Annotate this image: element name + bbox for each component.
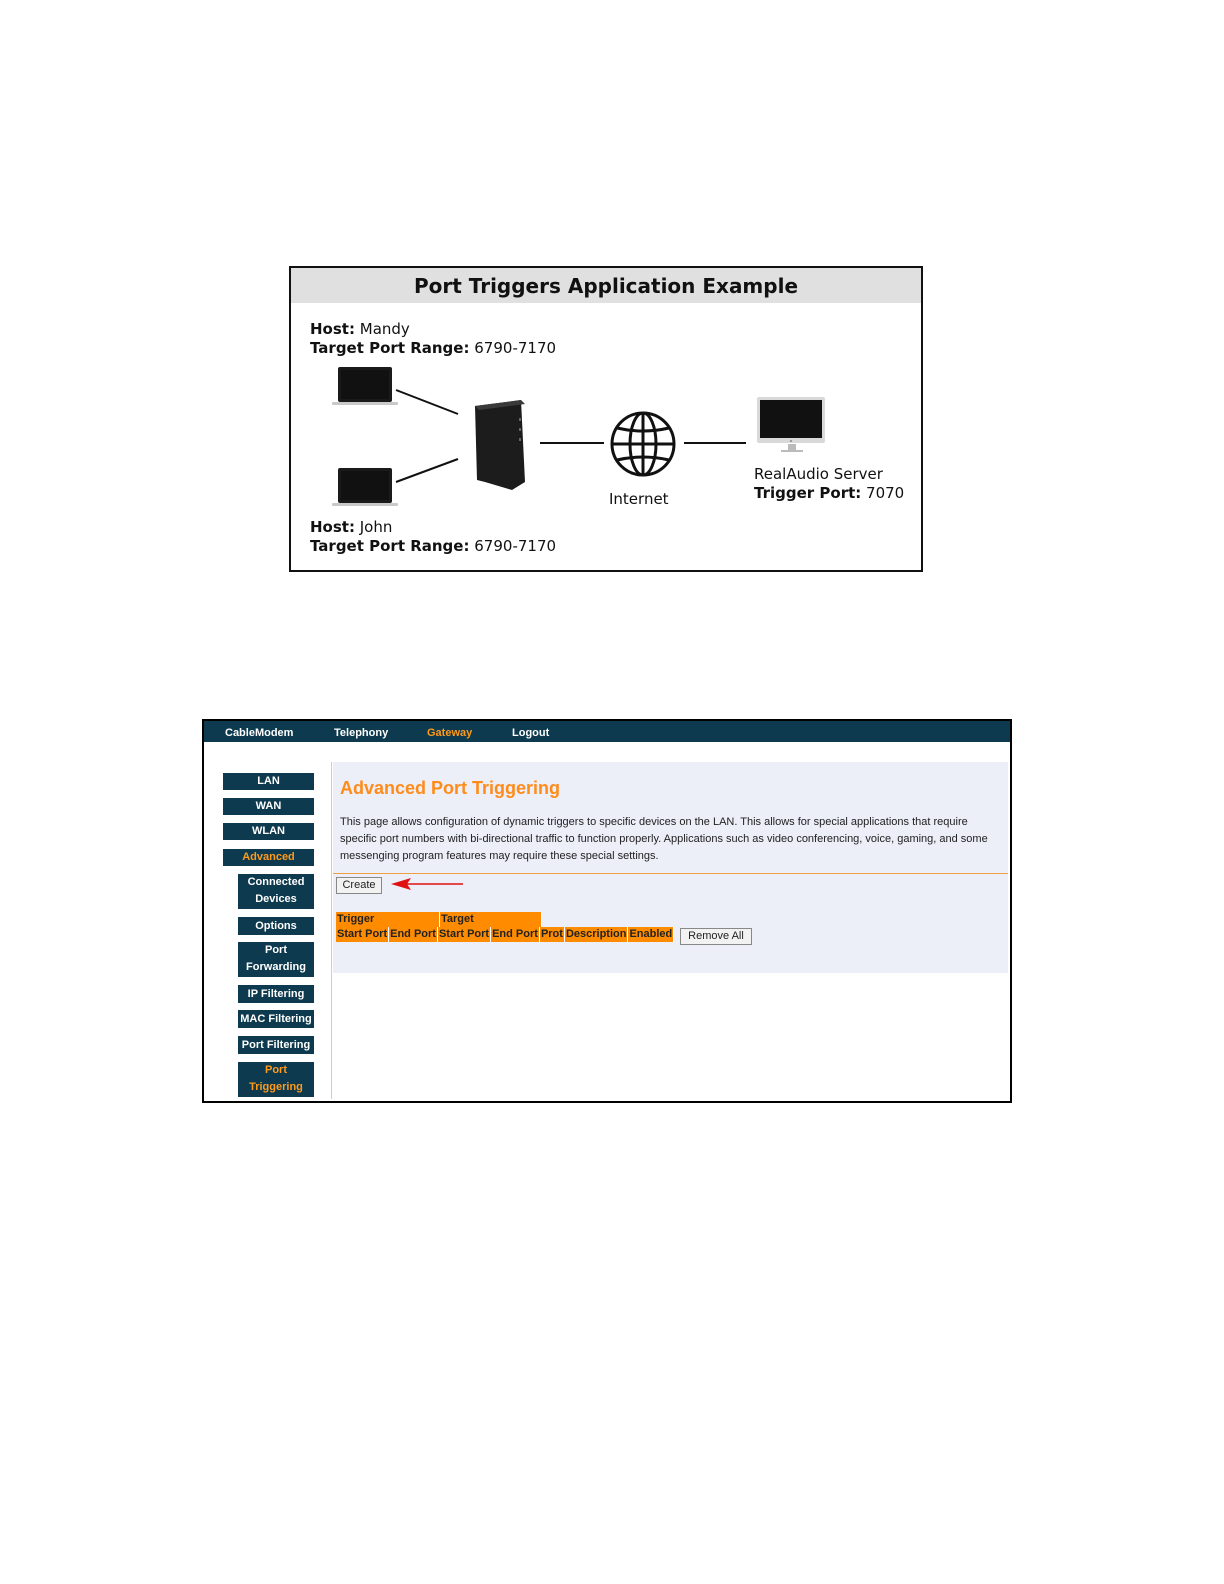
host-name: John xyxy=(359,518,393,536)
nav-cablemodem[interactable]: CableModem xyxy=(225,727,294,739)
sidebar-divider xyxy=(331,762,332,1099)
router-ui-screenshot xyxy=(202,719,1012,1103)
monitor-icon xyxy=(757,397,825,452)
range-label: Target Port Range: xyxy=(310,339,470,357)
router-icon xyxy=(475,400,525,490)
submenu-label: Port xyxy=(265,944,287,956)
submenu-mac-filtering[interactable]: MAC Filtering xyxy=(238,1010,314,1028)
host-mandy-info xyxy=(310,320,556,358)
diagram-title: Port Triggers Application Example xyxy=(291,268,921,303)
nav-gateway[interactable]: Gateway xyxy=(427,727,473,739)
submenu-ip-filtering[interactable]: IP Filtering xyxy=(238,985,314,1003)
submenu-connected-devices[interactable] xyxy=(238,874,314,909)
link-line xyxy=(396,459,458,482)
submenu-label: Devices xyxy=(255,893,297,905)
submenu-label: Forwarding xyxy=(246,961,306,973)
host-label: Host: xyxy=(310,320,355,338)
sidebar-item-wan[interactable]: WAN xyxy=(223,798,314,815)
sidebar-item-advanced[interactable]: Advanced xyxy=(223,849,314,866)
group-trigger: Trigger xyxy=(336,912,440,927)
submenu-port-triggering[interactable] xyxy=(238,1062,314,1097)
create-button[interactable]: Create xyxy=(336,877,382,894)
col-trigger-start-port: Start Port xyxy=(337,928,388,940)
range-value: 6790-7170 xyxy=(474,537,557,555)
trigger-label: Trigger Port: xyxy=(754,484,862,502)
host-john-info xyxy=(310,518,556,556)
laptop-icon xyxy=(332,468,398,506)
trigger-value: 7070 xyxy=(866,484,905,502)
submenu-port-filtering[interactable]: Port Filtering xyxy=(238,1036,314,1054)
group-target: Target xyxy=(440,912,542,927)
top-nav xyxy=(204,721,1010,742)
col-description: Description xyxy=(565,928,627,940)
page-title: Advanced Port Triggering xyxy=(340,778,561,798)
col-protocol: Prot xyxy=(540,928,563,940)
table-column-header xyxy=(336,927,674,942)
link-line xyxy=(396,390,458,414)
laptop-icon xyxy=(332,367,398,405)
submenu-options[interactable]: Options xyxy=(238,917,314,935)
page-description: This page allows configuration of dynamic triggers to specific devices on the LAN. This allows for special applications that require specific port numbers with bi-directional traffic to function properly. Applications such as video conferencing, voice, gaming, and some messenging program features may require these special settings. xyxy=(340,816,988,862)
port-triggers-diagram xyxy=(289,266,923,572)
submenu-label: Port xyxy=(265,1064,287,1076)
range-value: 6790-7170 xyxy=(474,339,557,357)
server-info xyxy=(754,465,904,503)
internet-label: Internet xyxy=(609,490,669,508)
col-enabled: Enabled xyxy=(629,928,673,940)
server-name: RealAudio Server xyxy=(754,465,883,483)
col-trigger-end-port: End Port xyxy=(390,928,436,940)
submenu-label: Connected xyxy=(247,876,305,888)
red-arrow-icon xyxy=(391,876,465,892)
nav-logout[interactable]: Logout xyxy=(512,727,550,739)
submenu-label: Triggering xyxy=(249,1081,303,1093)
divider-line xyxy=(333,873,1008,874)
host-name: Mandy xyxy=(359,320,410,338)
sidebar xyxy=(204,742,326,1099)
col-target-start-port: Start Port xyxy=(438,928,490,940)
main-content xyxy=(333,762,1008,973)
nav-telephony[interactable]: Telephony xyxy=(334,727,389,739)
sidebar-item-lan[interactable]: LAN xyxy=(223,773,314,790)
globe-icon xyxy=(612,413,674,475)
col-target-end-port: End Port xyxy=(492,928,538,940)
submenu-port-forwarding[interactable] xyxy=(238,942,314,977)
host-label: Host: xyxy=(310,518,355,536)
sidebar-item-wlan[interactable]: WLAN xyxy=(223,823,314,840)
range-label: Target Port Range: xyxy=(310,537,470,555)
remove-all-button[interactable]: Remove All xyxy=(680,928,752,945)
trigger-table xyxy=(336,912,674,942)
table-group-header xyxy=(336,912,674,927)
